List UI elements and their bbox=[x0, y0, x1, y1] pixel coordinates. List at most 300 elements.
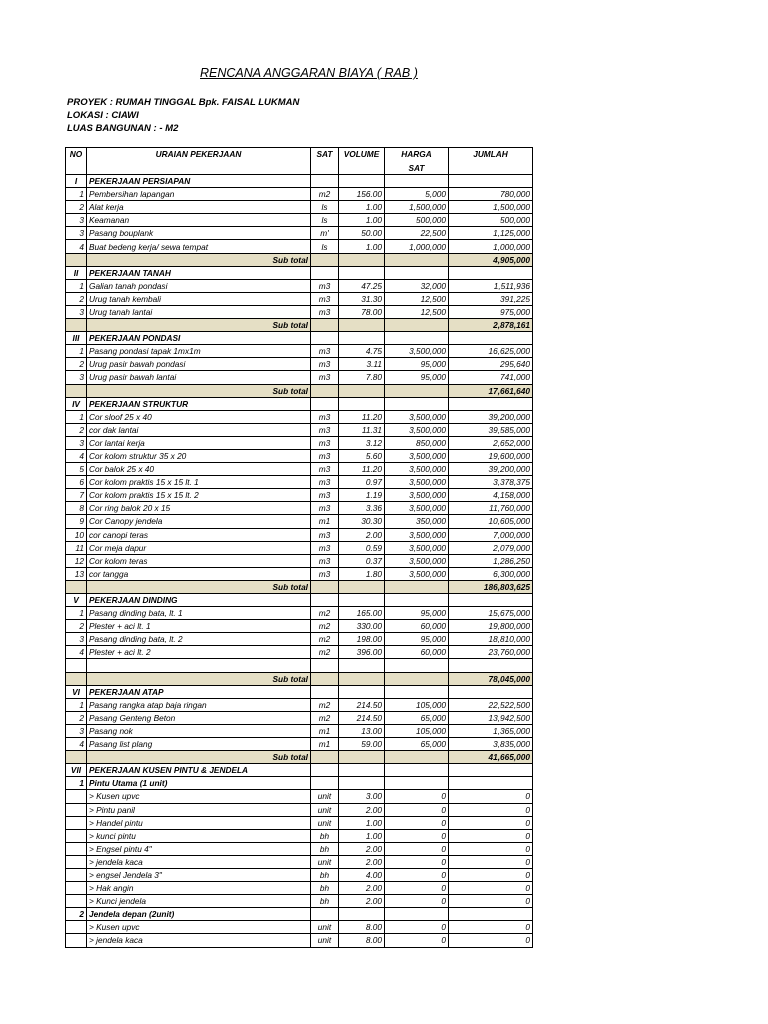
item-unit-price: 5,000 bbox=[385, 188, 449, 201]
table-row bbox=[66, 345, 533, 358]
cell-jumlah bbox=[449, 266, 533, 279]
table-row bbox=[66, 371, 533, 384]
item-unit: unit bbox=[311, 816, 339, 829]
section-title: PEKERJAAN PERSIAPAN bbox=[87, 175, 311, 188]
item-unit: m1 bbox=[311, 724, 339, 737]
item-description: Cor sloof 25 x 40 bbox=[87, 410, 311, 423]
item-description: Urug pasir bawah pondasi bbox=[87, 358, 311, 371]
item-description: Plester + aci lt. 1 bbox=[87, 620, 311, 633]
item-amount: 1,500,000 bbox=[449, 201, 533, 214]
item-description: Pasang pondasi tapak 1mx1m bbox=[87, 345, 311, 358]
item-amount: 0 bbox=[449, 842, 533, 855]
item-volume: 1.00 bbox=[339, 829, 385, 842]
section-title: PEKERJAAN ATAP bbox=[87, 685, 311, 698]
item-description: > kunci pintu bbox=[87, 829, 311, 842]
cell-sat bbox=[311, 594, 339, 607]
section-number: V bbox=[66, 594, 87, 607]
cell-harga bbox=[385, 580, 449, 593]
table-row bbox=[66, 855, 533, 868]
group-row bbox=[66, 908, 533, 921]
item-volume: 11.20 bbox=[339, 410, 385, 423]
section-row bbox=[66, 594, 533, 607]
item-description: Cor ring balok 20 x 15 bbox=[87, 502, 311, 515]
item-number bbox=[66, 868, 87, 881]
item-unit-price: 850,000 bbox=[385, 436, 449, 449]
table-row bbox=[66, 528, 533, 541]
item-unit-price: 0 bbox=[385, 816, 449, 829]
item-unit-price: 3,500,000 bbox=[385, 541, 449, 554]
item-number: 1 bbox=[66, 279, 87, 292]
item-unit: m3 bbox=[311, 371, 339, 384]
item-unit-price: 350,000 bbox=[385, 515, 449, 528]
item-amount: 500,000 bbox=[449, 214, 533, 227]
item-volume: 78.00 bbox=[339, 305, 385, 318]
col-header-harga: HARGA bbox=[385, 148, 449, 163]
project-line: PROYEK : RUMAH TINGGAL Bpk. FAISAL LUKMAN bbox=[67, 97, 300, 108]
item-number: 13 bbox=[66, 567, 87, 580]
item-volume: 198.00 bbox=[339, 633, 385, 646]
item-amount: 13,942,500 bbox=[449, 711, 533, 724]
table-row bbox=[66, 607, 533, 620]
item-amount: 23,760,000 bbox=[449, 646, 533, 659]
item-volume: 4.75 bbox=[339, 345, 385, 358]
item-number: 2 bbox=[66, 292, 87, 305]
cell-sat bbox=[311, 908, 339, 921]
cell-harga bbox=[385, 672, 449, 685]
item-description: cor tangga bbox=[87, 567, 311, 580]
cell-jumlah bbox=[449, 594, 533, 607]
item-amount: 39,200,000 bbox=[449, 463, 533, 476]
item-description: > jendela kaca bbox=[87, 934, 311, 947]
item-description: Urug tanah kembali bbox=[87, 292, 311, 305]
item-number: 2 bbox=[66, 620, 87, 633]
cell-volume bbox=[339, 397, 385, 410]
item-amount: 391,225 bbox=[449, 292, 533, 305]
item-volume: 5.60 bbox=[339, 449, 385, 462]
item-amount: 1,000,000 bbox=[449, 240, 533, 253]
item-description: Cor kolom praktis 15 x 15 lt. 1 bbox=[87, 476, 311, 489]
item-unit-price: 105,000 bbox=[385, 724, 449, 737]
item-description: Pasang list plang bbox=[87, 738, 311, 751]
item-number: 3 bbox=[66, 633, 87, 646]
item-unit-price: 0 bbox=[385, 842, 449, 855]
item-number: 1 bbox=[66, 410, 87, 423]
table-row bbox=[66, 803, 533, 816]
cell-volume bbox=[339, 384, 385, 397]
section-row bbox=[66, 764, 533, 777]
item-unit: m3 bbox=[311, 489, 339, 502]
col-header-sat: SAT bbox=[311, 148, 339, 175]
item-volume: 2.00 bbox=[339, 803, 385, 816]
item-amount: 1,125,000 bbox=[449, 227, 533, 240]
item-description: Alat kerja bbox=[87, 201, 311, 214]
section-title: PEKERJAAN KUSEN PINTU & JENDELA bbox=[87, 764, 311, 777]
table-row bbox=[66, 738, 533, 751]
cell-no bbox=[66, 672, 87, 685]
table-row bbox=[66, 449, 533, 462]
item-unit: m3 bbox=[311, 476, 339, 489]
cell-jumlah bbox=[449, 764, 533, 777]
item-number bbox=[66, 895, 87, 908]
item-unit: m3 bbox=[311, 528, 339, 541]
item-volume: 0.59 bbox=[339, 541, 385, 554]
building-area-line: LUAS BANGUNAN : - M2 bbox=[67, 123, 179, 134]
item-volume: 1.00 bbox=[339, 201, 385, 214]
item-unit: unit bbox=[311, 934, 339, 947]
item-amount: 6,300,000 bbox=[449, 567, 533, 580]
subtotal-amount: 4,905,000 bbox=[449, 253, 533, 266]
item-number: 12 bbox=[66, 554, 87, 567]
item-number: 2 bbox=[66, 201, 87, 214]
item-volume: 8.00 bbox=[339, 921, 385, 934]
table-row bbox=[66, 201, 533, 214]
item-unit: m3 bbox=[311, 279, 339, 292]
item-volume: 1.00 bbox=[339, 214, 385, 227]
section-title: PEKERJAAN PONDASI bbox=[87, 332, 311, 345]
cell-sat bbox=[311, 580, 339, 593]
table-row bbox=[66, 476, 533, 489]
item-unit: m3 bbox=[311, 541, 339, 554]
section-title: PEKERJAAN TANAH bbox=[87, 266, 311, 279]
section-number: I bbox=[66, 175, 87, 188]
item-volume: 2.00 bbox=[339, 528, 385, 541]
item-description: Pasang dinding bata, lt. 1 bbox=[87, 607, 311, 620]
item-description: Pasang dinding bata, lt. 2 bbox=[87, 633, 311, 646]
item-volume: 31.30 bbox=[339, 292, 385, 305]
item-unit: m2 bbox=[311, 607, 339, 620]
item-number: 10 bbox=[66, 528, 87, 541]
table-row bbox=[66, 895, 533, 908]
item-number: 3 bbox=[66, 305, 87, 318]
item-amount: 1,365,000 bbox=[449, 724, 533, 737]
table-row bbox=[66, 240, 533, 253]
cell-sat bbox=[311, 332, 339, 345]
table-row bbox=[66, 423, 533, 436]
cell-volume bbox=[339, 659, 385, 672]
item-unit-price: 3,500,000 bbox=[385, 423, 449, 436]
item-unit: m3 bbox=[311, 449, 339, 462]
item-volume: 2.00 bbox=[339, 842, 385, 855]
item-volume: 330.00 bbox=[339, 620, 385, 633]
item-description: > engsel Jendela 3" bbox=[87, 868, 311, 881]
item-unit: bh bbox=[311, 829, 339, 842]
item-unit: m3 bbox=[311, 410, 339, 423]
table-row bbox=[66, 188, 533, 201]
item-unit-price: 0 bbox=[385, 895, 449, 908]
item-description: Cor balok 25 x 40 bbox=[87, 463, 311, 476]
blank-row bbox=[66, 659, 533, 672]
item-amount: 18,810,000 bbox=[449, 633, 533, 646]
item-number: 4 bbox=[66, 646, 87, 659]
item-unit: m3 bbox=[311, 502, 339, 515]
item-number: 1 bbox=[66, 188, 87, 201]
table-row bbox=[66, 829, 533, 842]
item-amount: 0 bbox=[449, 882, 533, 895]
cell-harga bbox=[385, 384, 449, 397]
subtotal-row bbox=[66, 580, 533, 593]
table-row bbox=[66, 515, 533, 528]
subtotal-row bbox=[66, 751, 533, 764]
item-unit: m3 bbox=[311, 358, 339, 371]
budget-table bbox=[65, 147, 533, 948]
item-volume: 30.30 bbox=[339, 515, 385, 528]
table-row bbox=[66, 279, 533, 292]
cell-harga bbox=[385, 175, 449, 188]
item-unit: ls bbox=[311, 240, 339, 253]
cell-no bbox=[66, 580, 87, 593]
item-unit: m2 bbox=[311, 711, 339, 724]
cell-volume bbox=[339, 777, 385, 790]
item-description: Cor kolom struktur 35 x 20 bbox=[87, 449, 311, 462]
cell-sat bbox=[311, 685, 339, 698]
cell-sat bbox=[311, 777, 339, 790]
section-row bbox=[66, 397, 533, 410]
item-amount: 10,605,000 bbox=[449, 515, 533, 528]
item-unit-price: 32,000 bbox=[385, 279, 449, 292]
cell-volume bbox=[339, 594, 385, 607]
cell-jumlah bbox=[449, 685, 533, 698]
section-row bbox=[66, 332, 533, 345]
table-row bbox=[66, 921, 533, 934]
table-row bbox=[66, 868, 533, 881]
cell-harga bbox=[385, 764, 449, 777]
section-row bbox=[66, 175, 533, 188]
item-volume: 156.00 bbox=[339, 188, 385, 201]
item-unit-price: 65,000 bbox=[385, 711, 449, 724]
cell-sat bbox=[311, 751, 339, 764]
item-description: > Kusen upvc bbox=[87, 790, 311, 803]
subtotal-label: Sub total bbox=[87, 751, 311, 764]
item-description: cor canopi teras bbox=[87, 528, 311, 541]
item-volume: 11.31 bbox=[339, 423, 385, 436]
item-unit-price: 3,500,000 bbox=[385, 476, 449, 489]
item-unit: unit bbox=[311, 921, 339, 934]
item-unit: m3 bbox=[311, 567, 339, 580]
subtotal-amount: 78,045,000 bbox=[449, 672, 533, 685]
item-unit: unit bbox=[311, 855, 339, 868]
item-unit: m2 bbox=[311, 646, 339, 659]
cell-sat bbox=[311, 659, 339, 672]
item-unit: bh bbox=[311, 842, 339, 855]
subtotal-amount: 41,665,000 bbox=[449, 751, 533, 764]
item-description: Cor kolom teras bbox=[87, 554, 311, 567]
cell-volume bbox=[339, 908, 385, 921]
table-header bbox=[66, 148, 533, 175]
cell-harga bbox=[385, 266, 449, 279]
cell-jumlah bbox=[449, 397, 533, 410]
item-unit: ls bbox=[311, 201, 339, 214]
table-row bbox=[66, 633, 533, 646]
section-row bbox=[66, 266, 533, 279]
item-description: Cor lantai kerja bbox=[87, 436, 311, 449]
cell-no bbox=[66, 319, 87, 332]
item-unit-price: 60,000 bbox=[385, 646, 449, 659]
item-unit: m1 bbox=[311, 515, 339, 528]
cell-jumlah bbox=[449, 332, 533, 345]
table-row bbox=[66, 934, 533, 947]
item-description: > Kusen upvc bbox=[87, 921, 311, 934]
item-volume: 3.00 bbox=[339, 790, 385, 803]
cell-sat bbox=[311, 319, 339, 332]
table-row bbox=[66, 554, 533, 567]
item-unit: bh bbox=[311, 882, 339, 895]
cell-sat bbox=[311, 397, 339, 410]
item-unit-price: 0 bbox=[385, 803, 449, 816]
table-body bbox=[66, 175, 533, 948]
item-unit: m3 bbox=[311, 345, 339, 358]
item-volume: 47.25 bbox=[339, 279, 385, 292]
item-description: Buat bedeng kerja/ sewa tempat bbox=[87, 240, 311, 253]
item-number: 1 bbox=[66, 607, 87, 620]
item-unit-price: 12,500 bbox=[385, 292, 449, 305]
cell-harga bbox=[385, 908, 449, 921]
cell-no bbox=[66, 253, 87, 266]
table-row bbox=[66, 463, 533, 476]
item-volume: 2.00 bbox=[339, 895, 385, 908]
subtotal-row bbox=[66, 384, 533, 397]
item-number: 8 bbox=[66, 502, 87, 515]
item-unit-price: 3,500,000 bbox=[385, 502, 449, 515]
item-amount: 0 bbox=[449, 868, 533, 881]
item-unit-price: 95,000 bbox=[385, 358, 449, 371]
item-unit-price: 95,000 bbox=[385, 371, 449, 384]
item-volume: 396.00 bbox=[339, 646, 385, 659]
subtotal-label: Sub total bbox=[87, 672, 311, 685]
subtotal-row bbox=[66, 672, 533, 685]
table-row bbox=[66, 292, 533, 305]
cell-jumlah bbox=[449, 908, 533, 921]
item-amount: 2,652,000 bbox=[449, 436, 533, 449]
item-amount: 780,000 bbox=[449, 188, 533, 201]
item-number: 9 bbox=[66, 515, 87, 528]
table-row bbox=[66, 816, 533, 829]
item-volume: 13.00 bbox=[339, 724, 385, 737]
item-unit-price: 0 bbox=[385, 934, 449, 947]
item-number: 3 bbox=[66, 214, 87, 227]
item-description: cor dak lantai bbox=[87, 423, 311, 436]
item-amount: 4,158,000 bbox=[449, 489, 533, 502]
item-volume: 59.00 bbox=[339, 738, 385, 751]
section-number: II bbox=[66, 266, 87, 279]
subtotal-amount: 17,661,640 bbox=[449, 384, 533, 397]
group-title: Jendela depan (2unit) bbox=[87, 908, 311, 921]
item-number: 1 bbox=[66, 345, 87, 358]
cell-volume bbox=[339, 266, 385, 279]
item-volume: 214.50 bbox=[339, 711, 385, 724]
item-amount: 0 bbox=[449, 790, 533, 803]
col-header-jumlah: JUMLAH bbox=[449, 148, 533, 175]
item-volume: 1.00 bbox=[339, 816, 385, 829]
subtotal-label: Sub total bbox=[87, 319, 311, 332]
location-line: LOKASI : CIAWI bbox=[67, 110, 139, 121]
col-header-harga-sat: SAT bbox=[385, 162, 449, 175]
item-volume: 2.00 bbox=[339, 882, 385, 895]
item-amount: 39,585,000 bbox=[449, 423, 533, 436]
item-unit-price: 65,000 bbox=[385, 738, 449, 751]
item-unit: bh bbox=[311, 895, 339, 908]
item-volume: 3.11 bbox=[339, 358, 385, 371]
item-amount: 0 bbox=[449, 829, 533, 842]
section-row bbox=[66, 685, 533, 698]
item-unit: m2 bbox=[311, 188, 339, 201]
item-amount: 0 bbox=[449, 895, 533, 908]
item-description: Cor kolom praktis 15 x 15 lt. 2 bbox=[87, 489, 311, 502]
item-number bbox=[66, 803, 87, 816]
item-number: 4 bbox=[66, 738, 87, 751]
table-row bbox=[66, 502, 533, 515]
cell-volume bbox=[339, 672, 385, 685]
item-description: Cor Canopy jendela bbox=[87, 515, 311, 528]
item-unit: m2 bbox=[311, 698, 339, 711]
col-header-volume: VOLUME bbox=[339, 148, 385, 175]
item-description: Plester + aci lt. 2 bbox=[87, 646, 311, 659]
item-number: 1 bbox=[66, 698, 87, 711]
table-row bbox=[66, 436, 533, 449]
item-amount: 19,800,000 bbox=[449, 620, 533, 633]
item-number bbox=[66, 882, 87, 895]
item-number: 3 bbox=[66, 724, 87, 737]
cell-no bbox=[66, 384, 87, 397]
item-amount: 19,600,000 bbox=[449, 449, 533, 462]
table-row bbox=[66, 790, 533, 803]
item-unit: m1 bbox=[311, 738, 339, 751]
item-number: 2 bbox=[66, 358, 87, 371]
item-number bbox=[66, 842, 87, 855]
document-title: RENCANA ANGGARAN BIAYA ( RAB ) bbox=[200, 66, 418, 80]
item-amount: 15,675,000 bbox=[449, 607, 533, 620]
cell-harga bbox=[385, 659, 449, 672]
table-row bbox=[66, 698, 533, 711]
item-description: Keamanan bbox=[87, 214, 311, 227]
item-description: Pasang Genteng Beton bbox=[87, 711, 311, 724]
item-unit-price: 0 bbox=[385, 790, 449, 803]
item-unit: m' bbox=[311, 227, 339, 240]
item-unit-price: 3,500,000 bbox=[385, 449, 449, 462]
item-amount: 22,522,500 bbox=[449, 698, 533, 711]
cell-harga bbox=[385, 751, 449, 764]
group-title: Pintu Utama (1 unit) bbox=[87, 777, 311, 790]
item-unit-price: 1,000,000 bbox=[385, 240, 449, 253]
item-volume: 8.00 bbox=[339, 934, 385, 947]
item-unit-price: 500,000 bbox=[385, 214, 449, 227]
item-description: Pembersihan lapangan bbox=[87, 188, 311, 201]
section-number: IV bbox=[66, 397, 87, 410]
item-amount: 39,200,000 bbox=[449, 410, 533, 423]
item-description: > Hak angin bbox=[87, 882, 311, 895]
item-number bbox=[66, 934, 87, 947]
cell-harga bbox=[385, 332, 449, 345]
section-title: PEKERJAAN STRUKTUR bbox=[87, 397, 311, 410]
cell-harga bbox=[385, 253, 449, 266]
item-description: > jendela kaca bbox=[87, 855, 311, 868]
item-description: Pasang bouplank bbox=[87, 227, 311, 240]
item-volume: 3.12 bbox=[339, 436, 385, 449]
item-number: 2 bbox=[66, 711, 87, 724]
item-unit-price: 3,500,000 bbox=[385, 567, 449, 580]
item-amount: 0 bbox=[449, 934, 533, 947]
cell-harga bbox=[385, 319, 449, 332]
item-amount: 0 bbox=[449, 855, 533, 868]
item-amount: 7,000,000 bbox=[449, 528, 533, 541]
subtotal-amount: 2,878,161 bbox=[449, 319, 533, 332]
item-description: Urug tanah lantai bbox=[87, 305, 311, 318]
item-unit-price: 3,500,000 bbox=[385, 528, 449, 541]
subtotal-label: Sub total bbox=[87, 384, 311, 397]
item-description: Pasang rangka atap baja ringan bbox=[87, 698, 311, 711]
item-unit: m3 bbox=[311, 463, 339, 476]
item-number: 3 bbox=[66, 227, 87, 240]
item-unit: m2 bbox=[311, 620, 339, 633]
